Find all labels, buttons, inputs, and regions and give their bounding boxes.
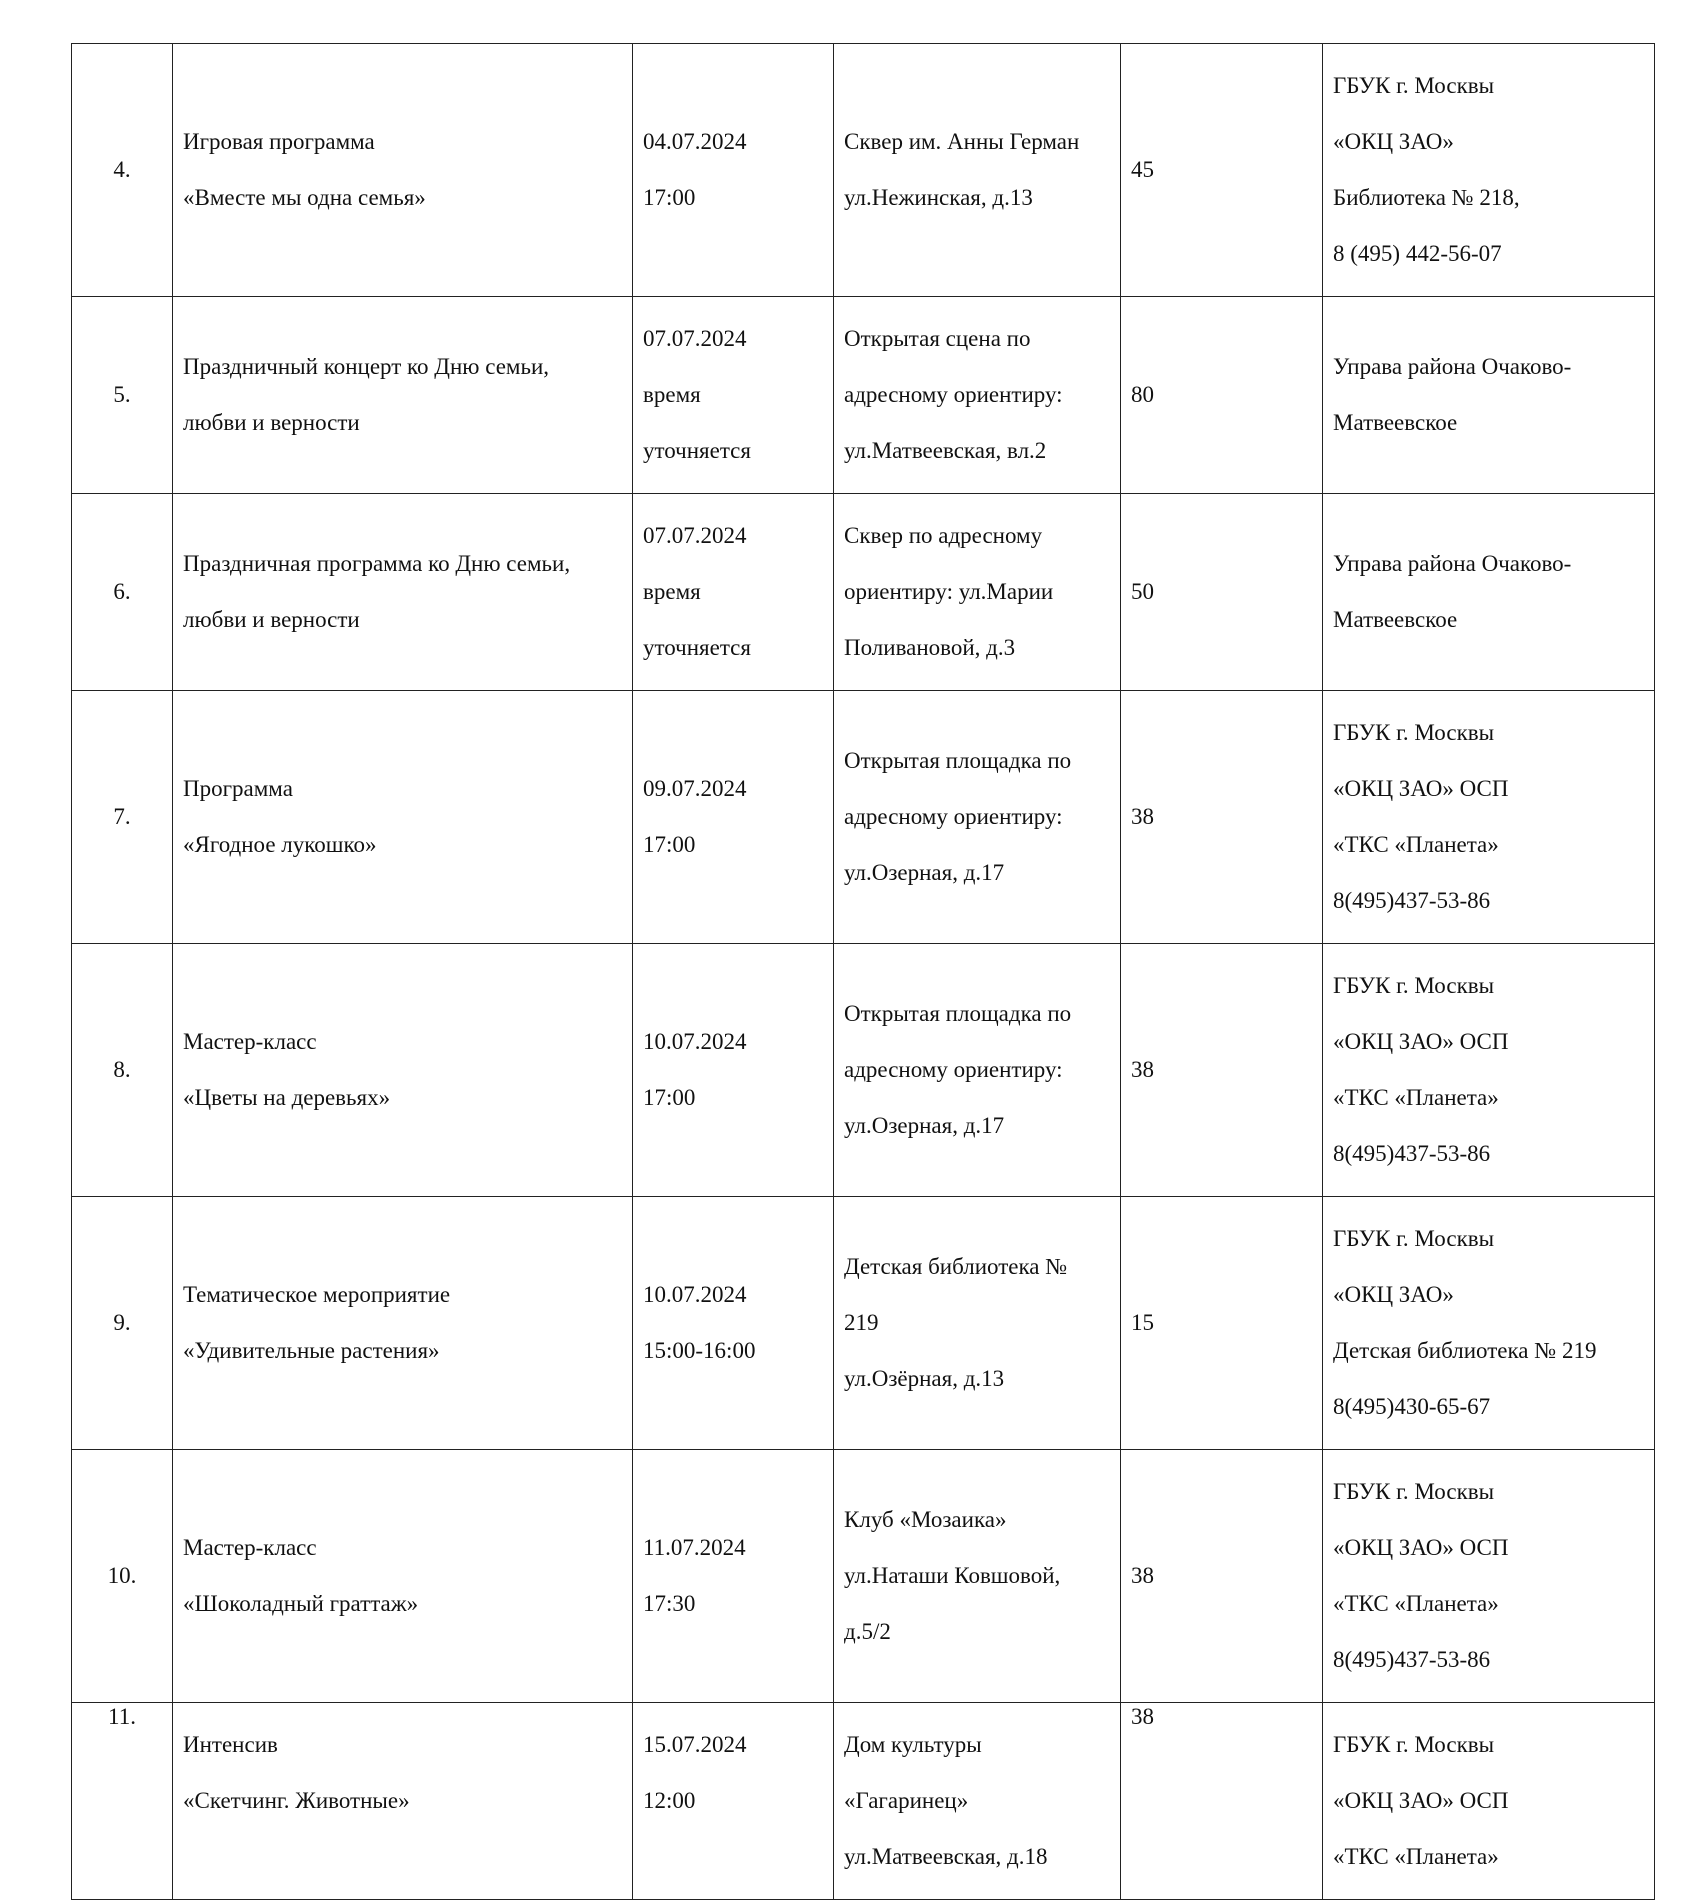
row-number: 5. bbox=[72, 297, 173, 494]
organizer-line: «ТКС «Планета» bbox=[1333, 1591, 1499, 1616]
place-line: ул.Наташи Ковшовой, bbox=[844, 1563, 1061, 1588]
event-place bbox=[834, 1703, 1121, 1900]
table-row bbox=[72, 297, 1655, 494]
row-number: 4. bbox=[72, 44, 173, 297]
datetime-line: 10.07.2024 bbox=[643, 1029, 747, 1054]
place-line: Сквер по адресному bbox=[844, 523, 1043, 548]
participant-count: 15 bbox=[1121, 1197, 1323, 1450]
place-line: адресному ориентиру: bbox=[844, 382, 1063, 407]
event-title bbox=[173, 1450, 633, 1703]
organizer-line: ГБУК г. Москвы bbox=[1333, 1732, 1495, 1757]
row-number: 6. bbox=[72, 494, 173, 691]
place-line: Детская библиотека № bbox=[844, 1254, 1068, 1279]
row-number: 8. bbox=[72, 944, 173, 1197]
event-title bbox=[173, 44, 633, 297]
event-line: Мастер-класс bbox=[183, 1535, 317, 1560]
row-number: 11. bbox=[72, 1703, 173, 1900]
organizer-line: ГБУК г. Москвы bbox=[1333, 973, 1495, 998]
event-datetime bbox=[633, 1197, 834, 1450]
event-title bbox=[173, 691, 633, 944]
table-row bbox=[72, 44, 1655, 297]
event-organizer bbox=[1323, 297, 1655, 494]
datetime-line: время bbox=[643, 579, 701, 604]
organizer-line: 8(495)437-53-86 bbox=[1333, 1141, 1491, 1166]
place-line: Открытая площадка по bbox=[844, 748, 1072, 773]
participant-count: 38 bbox=[1121, 944, 1323, 1197]
organizer-line: 8(495)430-65-67 bbox=[1333, 1394, 1491, 1419]
event-place bbox=[834, 691, 1121, 944]
event-line: любви и верности bbox=[183, 607, 360, 632]
place-line: Открытая сцена по bbox=[844, 326, 1031, 351]
event-datetime bbox=[633, 494, 834, 691]
event-place bbox=[834, 297, 1121, 494]
place-line: 219 bbox=[844, 1310, 879, 1335]
events-table bbox=[71, 43, 1655, 1900]
organizer-line: «ОКЦ ЗАО» ОСП bbox=[1333, 776, 1509, 801]
organizer-line: 8 (495) 442-56-07 bbox=[1333, 241, 1502, 266]
datetime-line: 15.07.2024 bbox=[643, 1732, 747, 1757]
event-place bbox=[834, 1197, 1121, 1450]
organizer-line: «ОКЦ ЗАО» bbox=[1333, 129, 1454, 154]
event-line: любви и верности bbox=[183, 410, 360, 435]
event-title bbox=[173, 1703, 633, 1900]
organizer-line: 8(495)437-53-86 bbox=[1333, 888, 1491, 913]
organizer-line: Матвеевское bbox=[1333, 410, 1458, 435]
event-organizer bbox=[1323, 44, 1655, 297]
datetime-line: 17:30 bbox=[643, 1591, 696, 1616]
organizer-line: «ОКЦ ЗАО» ОСП bbox=[1333, 1788, 1509, 1813]
datetime-line: 17:00 bbox=[643, 832, 696, 857]
event-line: Интенсив bbox=[183, 1732, 278, 1757]
event-organizer bbox=[1323, 1450, 1655, 1703]
event-line: Игровая программа bbox=[183, 129, 375, 154]
place-line: «Гагаринец» bbox=[844, 1788, 969, 1813]
datetime-line: 11.07.2024 bbox=[643, 1535, 746, 1560]
place-line: д.5/2 bbox=[844, 1619, 891, 1644]
organizer-line: Библиотека № 218, bbox=[1333, 185, 1520, 210]
event-datetime bbox=[633, 44, 834, 297]
place-line: ул.Матвеевская, вл.2 bbox=[844, 438, 1047, 463]
datetime-line: уточняется bbox=[643, 635, 751, 660]
table-row bbox=[72, 1197, 1655, 1450]
event-title bbox=[173, 494, 633, 691]
table-row bbox=[72, 494, 1655, 691]
event-title bbox=[173, 297, 633, 494]
event-organizer bbox=[1323, 1197, 1655, 1450]
event-line: Тематическое мероприятие bbox=[183, 1282, 451, 1307]
place-line: ориентиру: ул.Марии bbox=[844, 579, 1054, 604]
event-line: «Удивительные растения» bbox=[183, 1338, 440, 1363]
event-place bbox=[834, 1450, 1121, 1703]
event-line: «Шоколадный граттаж» bbox=[183, 1591, 419, 1616]
table-row bbox=[72, 1450, 1655, 1703]
row-number: 9. bbox=[72, 1197, 173, 1450]
organizer-line: ГБУК г. Москвы bbox=[1333, 73, 1495, 98]
event-organizer bbox=[1323, 944, 1655, 1197]
organizer-line: ГБУК г. Москвы bbox=[1333, 1226, 1495, 1251]
table-row bbox=[72, 944, 1655, 1197]
place-line: Дом культуры bbox=[844, 1732, 982, 1757]
datetime-line: 07.07.2024 bbox=[643, 326, 747, 351]
place-line: адресному ориентиру: bbox=[844, 804, 1063, 829]
organizer-line: ГБУК г. Москвы bbox=[1333, 720, 1495, 745]
event-line: «Вместе мы одна семья» bbox=[183, 185, 426, 210]
datetime-line: время bbox=[643, 382, 701, 407]
organizer-line: Управа района Очаково- bbox=[1333, 551, 1572, 576]
event-place bbox=[834, 944, 1121, 1197]
table-row bbox=[72, 691, 1655, 944]
organizer-line: Матвеевское bbox=[1333, 607, 1458, 632]
organizer-line: «ТКС «Планета» bbox=[1333, 1844, 1499, 1869]
event-place bbox=[834, 44, 1121, 297]
place-line: ул.Озёрная, д.13 bbox=[844, 1366, 1005, 1391]
organizer-line: 8(495)437-53-86 bbox=[1333, 1647, 1491, 1672]
datetime-line: 04.07.2024 bbox=[643, 129, 747, 154]
event-datetime bbox=[633, 944, 834, 1197]
event-title bbox=[173, 944, 633, 1197]
participant-count: 80 bbox=[1121, 297, 1323, 494]
datetime-line: 17:00 bbox=[643, 1085, 696, 1110]
organizer-line: «ОКЦ ЗАО» bbox=[1333, 1282, 1454, 1307]
organizer-line: «ТКС «Планета» bbox=[1333, 1085, 1499, 1110]
organizer-line: Управа района Очаково- bbox=[1333, 354, 1572, 379]
participant-count: 38 bbox=[1121, 1450, 1323, 1703]
place-line: ул.Озерная, д.17 bbox=[844, 1113, 1005, 1138]
place-line: Сквер им. Анны Герман bbox=[844, 129, 1080, 154]
participant-count: 38 bbox=[1121, 691, 1323, 944]
row-number: 7. bbox=[72, 691, 173, 944]
event-line: Праздничный концерт ко Дню семьи, bbox=[183, 354, 550, 379]
event-title bbox=[173, 1197, 633, 1450]
organizer-line: ГБУК г. Москвы bbox=[1333, 1479, 1495, 1504]
event-line: Праздничная программа ко Дню семьи, bbox=[183, 551, 571, 576]
datetime-line: 12:00 bbox=[643, 1788, 696, 1813]
event-organizer bbox=[1323, 1703, 1655, 1900]
place-line: адресному ориентиру: bbox=[844, 1057, 1063, 1082]
event-organizer bbox=[1323, 494, 1655, 691]
event-line: «Скетчинг. Животные» bbox=[183, 1788, 410, 1813]
event-datetime bbox=[633, 297, 834, 494]
datetime-line: 10.07.2024 bbox=[643, 1282, 747, 1307]
place-line: Клуб «Мозаика» bbox=[844, 1507, 1007, 1532]
organizer-line: «ОКЦ ЗАО» ОСП bbox=[1333, 1535, 1509, 1560]
event-datetime bbox=[633, 691, 834, 944]
table-row bbox=[72, 1703, 1655, 1900]
place-line: ул.Нежинская, д.13 bbox=[844, 185, 1033, 210]
place-line: Поливановой, д.3 bbox=[844, 635, 1016, 660]
participant-count: 45 bbox=[1121, 44, 1323, 297]
event-place bbox=[834, 494, 1121, 691]
row-number: 10. bbox=[72, 1450, 173, 1703]
datetime-line: 15:00-16:00 bbox=[643, 1338, 756, 1363]
datetime-line: 09.07.2024 bbox=[643, 776, 747, 801]
place-line: ул.Матвеевская, д.18 bbox=[844, 1844, 1048, 1869]
event-line: Мастер-класс bbox=[183, 1029, 317, 1054]
participant-count: 50 bbox=[1121, 494, 1323, 691]
place-line: ул.Озерная, д.17 bbox=[844, 860, 1005, 885]
organizer-line: «ОКЦ ЗАО» ОСП bbox=[1333, 1029, 1509, 1054]
events-table-body bbox=[72, 44, 1655, 1900]
event-organizer bbox=[1323, 691, 1655, 944]
place-line: Открытая площадка по bbox=[844, 1001, 1072, 1026]
event-line: Программа bbox=[183, 776, 293, 801]
organizer-line: «ТКС «Планета» bbox=[1333, 832, 1499, 857]
datetime-line: 07.07.2024 bbox=[643, 523, 747, 548]
event-datetime bbox=[633, 1703, 834, 1900]
event-line: «Ягодное лукошко» bbox=[183, 832, 377, 857]
event-datetime bbox=[633, 1450, 834, 1703]
datetime-line: уточняется bbox=[643, 438, 751, 463]
event-line: «Цветы на деревьях» bbox=[183, 1085, 391, 1110]
organizer-line: Детская библиотека № 219 bbox=[1333, 1338, 1597, 1363]
datetime-line: 17:00 bbox=[643, 185, 696, 210]
participant-count: 38 bbox=[1121, 1703, 1323, 1900]
